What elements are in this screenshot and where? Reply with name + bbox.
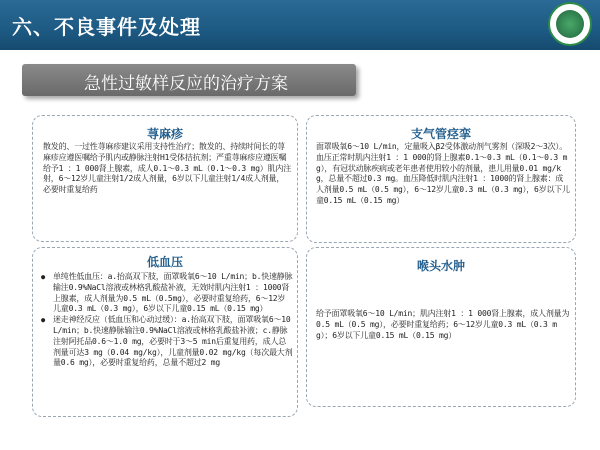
- laryngeal-edema-title: 喉头水肿: [416, 259, 465, 273]
- slide-banner: [22, 64, 356, 96]
- bronchospasm-title: 支气管痉挛: [410, 127, 471, 141]
- hypotension-bullet-vagal: ● 迷走神经反应（低血压和心动过缓）：a.抬高双下肢，面罩吸氧6～10 L/min；b.快速静脉输注0.9%NaCl溶液或林格乳酸盐补液；c.静脉注射阿托品0.6～1.0 mg，必要时于3～5 min后重复用药，成人总剂量可达3 mg（0.04 mg/kg），儿童剂量0.02 mg/kg（每次最大剂量0.6 mg），必要时重复给药，总量不超过2 mg: [41, 315, 293, 369]
- hypotension-bullet-simple: ● 单纯性低血压：a.抬高双下肢，面罩吸氧6～10 L/min；b.快速静脉输注0.9%NaCl溶液或林格乳酸盐补液，无效时肌内注射1 ：1000肾上腺素，成人剂量为0.5 mL（0.5mg），必要时重复给药，6～12岁儿童0.3 mL（0.3 mg），6岁以下儿童0.15 mL（0.15 mg）: [41, 272, 293, 315]
- hypotension-box: [32, 247, 298, 417]
- logo-emblem: [556, 10, 584, 38]
- urticaria-text: 散发的、一过性荨麻疹建议采用支持性治疗；散发的、持续时间长的荨麻疹应遵医嘱给予肌内或静脉注射H1受体拮抗剂；严重荨麻疹应遵医嘱给予1 ：1 000肾上腺素，成人0.1～0.3 mL（0.1～0.3 mg）肌内注射，6～12岁儿童注射1/2成人剂量，6岁以下儿童注射1/4成人剂量，必要时重复给药: [43, 142, 292, 195]
- urticaria-box: [32, 115, 298, 242]
- hypotension-list: [41, 272, 293, 369]
- hypotension-title: 低血压: [146, 255, 183, 269]
- header-bar: [0, 0, 600, 50]
- banner-title: 急性过敏样反应的治疗方案: [84, 74, 288, 94]
- slide-section-title: 六、不良事件及处理: [12, 15, 201, 39]
- hospital-logo-icon: [548, 2, 592, 46]
- urticaria-title: 荨麻疹: [146, 127, 183, 141]
- laryngeal-edema-text: 给予面罩吸氧6～10 L/min；肌内注射1 ：1 000肾上腺素，成人剂量为0.5 mL（0.5 mg），必要时重复给药；6～12岁儿童0.3 mL（0.3 mg）；6岁以下儿童0.15 mL（0.15 mg）: [316, 309, 570, 340]
- laryngeal-edema-box: [306, 247, 576, 407]
- bronchospasm-box: [306, 115, 576, 243]
- bronchospasm-text: 面罩吸氧6～10 L/min，定量吸入β2受体激动剂气雾剂（深吸2～3次）。血压正常时肌内注射1 ：1 000的肾上腺素0.1～0.3 mL（0.1～0.3 mg），有冠状动脉疾病或老年患者使用较小的剂量，患儿用量0.01 mg/kg，总量不超过0.3 mg。血压降低时肌内注射1 ：1000的肾上腺素：成人剂量0.5 mL（0.5 mg），6～12岁儿童0.3 mL（0.3 mg），6岁以下儿童0.15 mL（0.15 mg）: [316, 142, 570, 205]
